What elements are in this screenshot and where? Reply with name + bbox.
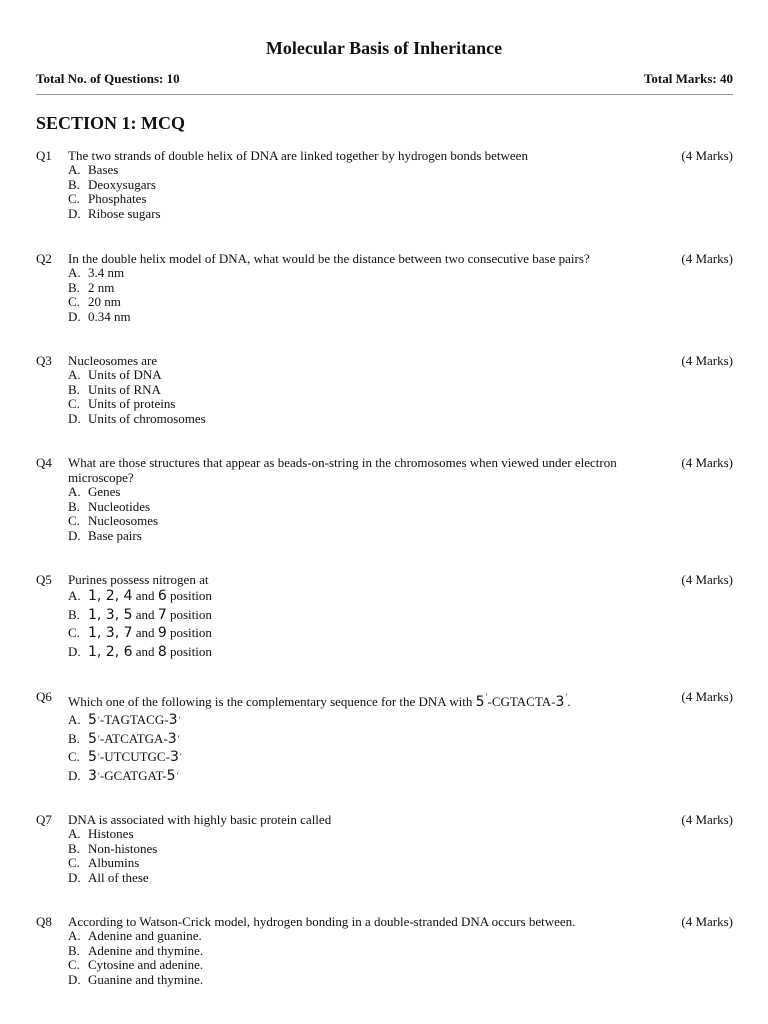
option-letter: D.	[68, 528, 81, 544]
option-text: Adenine and guanine.	[88, 928, 202, 943]
option-d	[68, 767, 733, 786]
question-number: Q5	[36, 572, 52, 587]
question-marks: (4 Marks)	[681, 251, 733, 266]
sequence-prime-label: 5	[88, 730, 97, 747]
option-text: and	[132, 606, 158, 622]
question-text-start: Which one of the following is the complementary sequence for the DNA with	[68, 694, 476, 709]
prime-mark: ′	[178, 715, 181, 725]
prime-mark: ′	[177, 733, 180, 744]
option-letter: B.	[68, 498, 80, 514]
question-marks: (4 Marks)	[681, 689, 733, 704]
answer-options	[68, 163, 733, 222]
question-marks: (4 Marks)	[681, 148, 733, 163]
option-text: position	[166, 606, 212, 622]
sequence-prime-label: 3	[168, 712, 178, 728]
dna-sequence: -CGTACTA-	[487, 694, 556, 709]
question-marks: (4 Marks)	[681, 455, 733, 470]
option-c	[68, 958, 733, 973]
sequence-prime-label: 5	[88, 712, 97, 728]
option-letter: B.	[68, 279, 80, 295]
sequence-prime-label: 3	[555, 694, 565, 710]
sequence-prime-label: 5	[166, 767, 176, 784]
option-letter: C.	[68, 855, 80, 871]
option-letter: A.	[68, 484, 81, 499]
option-b	[68, 944, 733, 959]
option-math: 1, 3, 7	[88, 625, 133, 641]
question-marks: (4 Marks)	[681, 812, 733, 827]
option-text: and	[132, 588, 158, 603]
option-letter: C.	[68, 294, 80, 310]
option-text: 0.34 nm	[88, 309, 131, 325]
option-letter: C.	[68, 625, 80, 640]
option-letter: B.	[68, 381, 80, 397]
option-letter: C.	[68, 749, 80, 764]
option-math: 1, 2, 4	[88, 588, 133, 604]
option-text: 20 nm	[88, 294, 121, 310]
question-6	[36, 688, 733, 785]
question-number: Q7	[36, 812, 52, 827]
answer-options	[68, 929, 733, 988]
option-text: 3.4 nm	[88, 265, 125, 280]
option-a	[68, 929, 733, 944]
option-text: All of these	[88, 870, 149, 886]
option-math: 8	[157, 643, 167, 660]
option-letter: B.	[68, 176, 80, 192]
option-letter: C.	[68, 957, 80, 973]
option-letter: A.	[68, 826, 81, 841]
question-number: Q4	[36, 455, 52, 470]
prime-mark: ′	[97, 752, 100, 762]
option-text: position	[166, 625, 212, 640]
option-letter: B.	[68, 840, 80, 856]
dna-sequence: -TAGTACG-	[99, 712, 169, 727]
question-text: Purines possess nitrogen at	[68, 572, 209, 587]
question-text: According to Watson-Crick model, hydrogen bonding in a double-stranded DNA occurs between.	[68, 914, 576, 929]
option-text: Nucleotides	[88, 498, 151, 514]
option-d	[68, 412, 733, 427]
option-letter: B.	[68, 606, 80, 622]
question-text	[68, 688, 648, 711]
option-letter: D.	[68, 643, 81, 659]
option-letter: D.	[68, 411, 81, 427]
option-math: 6	[157, 588, 167, 604]
prime-mark: ′	[97, 770, 100, 781]
prime-mark: ′	[97, 715, 100, 725]
option-text: Units of chromosomes	[88, 411, 206, 427]
option-text: Ribose sugars	[88, 206, 161, 222]
option-a	[68, 587, 733, 606]
option-letter: A.	[68, 588, 81, 603]
question-text: In the double helix model of DNA, what would be the distance between two consecutive base pairs?	[68, 251, 590, 266]
sequence-prime-label: 5	[88, 749, 97, 765]
option-text: Phosphates	[88, 191, 147, 207]
option-letter: C.	[68, 513, 80, 529]
option-a	[68, 485, 733, 500]
option-b	[68, 730, 733, 749]
question-number: Q3	[36, 353, 52, 368]
prime-mark: ′	[179, 752, 182, 762]
option-c	[68, 856, 733, 871]
option-math: 1, 3, 5	[88, 606, 133, 623]
answer-options	[68, 711, 733, 785]
option-c	[68, 397, 733, 412]
option-text: Units of DNA	[88, 367, 162, 382]
option-b	[68, 842, 733, 857]
answer-options	[68, 587, 733, 661]
option-d	[68, 643, 733, 662]
option-letter: D.	[68, 309, 81, 325]
option-text: and	[132, 643, 158, 659]
question-4	[36, 455, 733, 544]
option-c	[68, 748, 733, 767]
option-c	[68, 295, 733, 310]
option-d	[68, 310, 733, 325]
question-marks: (4 Marks)	[681, 353, 733, 368]
dna-sequence: -ATCATGA-	[99, 730, 168, 746]
sequence-prime-label: 3	[169, 749, 179, 765]
option-letter: D.	[68, 767, 81, 783]
option-b	[68, 281, 733, 296]
question-marks: (4 Marks)	[681, 572, 733, 587]
option-b	[68, 178, 733, 193]
question-marks: (4 Marks)	[681, 914, 733, 929]
question-3	[36, 353, 733, 427]
answer-options	[68, 266, 733, 325]
option-letter: D.	[68, 206, 81, 222]
option-a	[68, 827, 733, 842]
option-text: position	[166, 588, 212, 603]
question-1	[36, 148, 733, 222]
option-text: Bases	[88, 162, 119, 177]
option-letter: A.	[68, 265, 81, 280]
option-text: Genes	[88, 484, 121, 499]
question-text: DNA is associated with highly basic protein called	[68, 812, 332, 827]
prime-mark: ′	[176, 770, 179, 781]
question-text: Nucleosomes are	[68, 353, 158, 368]
question-number: Q2	[36, 251, 52, 266]
section-heading: SECTION 1: MCQ	[36, 113, 186, 133]
option-d	[68, 973, 733, 988]
option-a	[68, 266, 733, 281]
option-b	[68, 383, 733, 398]
question-7	[36, 812, 733, 886]
option-b	[68, 606, 733, 625]
option-letter: A.	[68, 162, 81, 177]
option-letter: C.	[68, 396, 80, 412]
option-text: Non-histones	[88, 840, 158, 856]
question-5	[36, 572, 733, 661]
sequence-prime-label: 3	[88, 767, 97, 784]
option-letter: A.	[68, 712, 81, 727]
question-text-end: .	[567, 694, 571, 709]
option-math: 1, 2, 6	[88, 643, 133, 660]
sequence-prime-label: 3	[167, 730, 177, 747]
option-d	[68, 207, 733, 222]
option-b	[68, 500, 733, 515]
prime-mark: ′	[485, 692, 488, 702]
option-letter: A.	[68, 367, 81, 382]
answer-options	[68, 368, 733, 427]
option-letter: C.	[68, 191, 80, 207]
answer-options	[68, 827, 733, 886]
dna-sequence: -UTCUTGC-	[99, 749, 170, 764]
option-a	[68, 368, 733, 383]
prime-mark: ′	[565, 692, 568, 702]
option-math: 7	[157, 606, 167, 623]
page-title: Molecular Basis of Inheritance	[265, 38, 503, 58]
option-text: Units of proteins	[88, 396, 176, 412]
option-letter: B.	[68, 942, 80, 958]
question-number: Q1	[36, 148, 52, 163]
option-text: Histones	[88, 826, 134, 841]
option-letter: D.	[68, 972, 81, 988]
option-a	[68, 163, 733, 178]
header-divider	[36, 94, 733, 95]
option-a	[68, 711, 733, 730]
option-c	[68, 514, 733, 529]
dna-sequence: -GCATGAT-	[99, 767, 167, 783]
option-c	[68, 624, 733, 643]
question-number: Q8	[36, 914, 52, 929]
option-text: Nucleosomes	[88, 513, 159, 529]
option-text: Adenine and thymine.	[88, 942, 204, 958]
question-2	[36, 251, 733, 325]
option-d	[68, 871, 733, 886]
option-text: Deoxysugars	[88, 176, 156, 192]
total-marks: Total Marks: 40	[643, 71, 733, 86]
option-text: Units of RNA	[88, 381, 161, 397]
total-questions: Total No. of Questions: 10	[36, 71, 180, 86]
option-d	[68, 529, 733, 544]
option-text: 2 nm	[88, 279, 115, 295]
option-letter: A.	[68, 928, 81, 943]
option-letter: B.	[68, 730, 80, 746]
option-math: 9	[157, 625, 167, 641]
prime-mark: ′	[97, 733, 100, 744]
sequence-prime-label: 5	[475, 694, 485, 710]
option-text: position	[166, 643, 212, 659]
option-c	[68, 192, 733, 207]
option-text: Guanine and thymine.	[88, 972, 204, 988]
option-text: Cytosine and adenine.	[88, 957, 204, 973]
option-text: and	[132, 625, 158, 640]
option-letter: D.	[68, 870, 81, 886]
option-text: Albumins	[88, 855, 140, 871]
question-text: What are those structures that appear as beads-on-string in the chromosomes when viewed under electron microscope?	[68, 455, 617, 485]
question-text: The two strands of double helix of DNA are linked together by hydrogen bonds between	[68, 148, 528, 163]
question-number: Q6	[36, 689, 52, 704]
answer-options	[68, 485, 733, 544]
option-text: Base pairs	[88, 528, 142, 544]
question-8	[36, 914, 733, 988]
